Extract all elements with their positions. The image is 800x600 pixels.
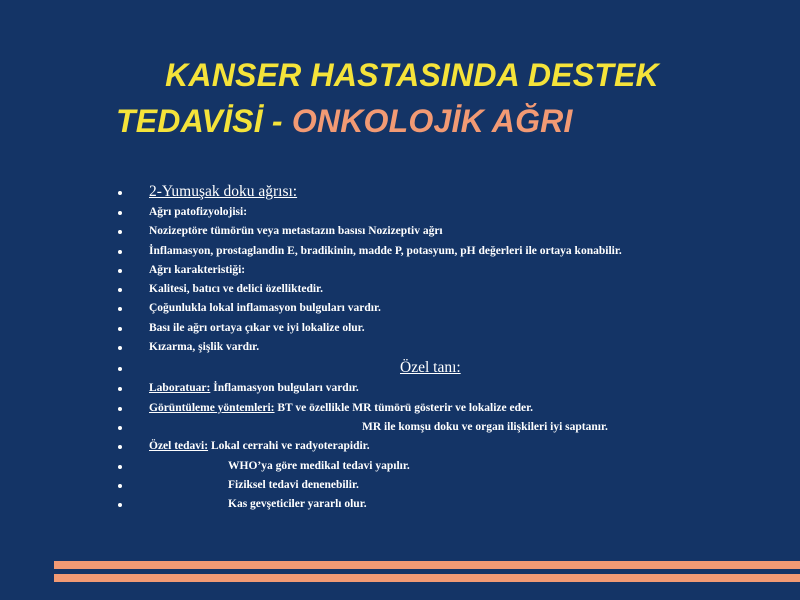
title-line-1: KANSER HASTASINDA DESTEK [165,57,659,93]
list-item-text [149,379,359,398]
bullet-dot-icon [118,387,122,391]
list-item [118,261,778,280]
decorative-stripe-lower [54,574,800,582]
list-item-text: Fiziksel tedavi denenebilir. [228,478,359,491]
bullet-dot-icon [118,230,122,234]
slide-title [0,52,800,144]
list-item [118,399,778,418]
list-item [118,319,778,338]
label-imaging: Görüntüleme yöntemleri: [149,401,275,414]
label-special-treatment: Özel tedavi: [149,440,209,453]
bullet-dot-icon [118,327,122,331]
decorative-stripe-upper [54,561,800,569]
bullet-dot-icon [118,503,122,507]
laboratory-text: İnflamasyon bulguları vardır. [213,382,359,395]
bullet-dot-icon [118,367,122,371]
bullet-dot-icon [118,307,122,311]
bullet-dot-icon [118,269,122,273]
list-item-text: Ağrı patofizyolojisi: [149,206,248,218]
label-laboratory: Laboratuar: [149,382,211,395]
bullet-dot-icon [118,484,122,488]
bullet-dot-icon [118,288,122,292]
bullet-list [118,181,778,514]
list-item [118,418,778,437]
imaging-text: BT ve özellikle MR tümörü gösterir ve lokalize eder. [277,401,534,414]
list-item [118,299,778,318]
list-item-text: Kas gevşeticiler yararlı olur. [228,498,367,511]
list-item-text [149,437,370,456]
bullet-dot-icon [118,191,122,195]
list-item [118,437,778,456]
bullet-dot-icon [118,250,122,254]
bullet-dot-icon [118,465,122,469]
list-item [118,203,778,222]
list-item-text: Çoğunlukla lokal inflamasyon bulguları vardır. [149,302,381,315]
list-item [118,357,778,379]
bullet-dot-icon [118,346,122,350]
section-heading-special-diagnosis: Özel tanı: [400,359,461,377]
list-item [118,338,778,357]
section-heading-soft-tissue: 2-Yumuşak doku ağrısı: [149,183,298,200]
list-item [118,242,778,261]
special-treatment-text: Lokal cerrahi ve radyoterapidir. [210,440,370,453]
list-item-text: WHO’ya göre medikal tedavi yapılır. [228,459,410,472]
list-item-text: Ağrı karakteristiği: [149,263,246,276]
list-item [118,495,778,514]
list-item [118,222,778,241]
list-item-text: Kızarma, şişlik vardır. [149,341,260,354]
list-item [118,280,778,299]
bullet-dot-icon [118,407,122,411]
bullet-dot-icon [118,426,122,430]
list-item-text: Kalitesi, batıcı ve delici özelliktedir. [149,283,323,296]
list-item-text: Bası ile ağrı ortaya çıkar ve iyi lokalize olur. [149,321,365,334]
list-item [118,379,778,398]
title-prefix: TEDAVİSİ - [116,103,292,139]
list-item-text: İnflamasyon, prostaglandin E, bradikinin, madde P, potasyum, pH değerleri ile ortaya konabilir. [149,244,622,257]
bullet-dot-icon [118,211,122,215]
list-item [118,457,778,476]
title-line-2 [0,98,800,144]
list-item [118,476,778,495]
list-item [118,181,778,203]
list-item-text [149,399,533,418]
bullet-dot-icon [118,445,122,449]
list-item-text: Nozizeptöre tümörün veya metastazın basısı Nozizeptiv ağrı [149,225,443,238]
list-item-text: MR ile komşu doku ve organ ilişkileri iyi saptanır. [362,420,608,433]
title-highlight: ONKOLOJİK AĞRI [291,103,573,139]
